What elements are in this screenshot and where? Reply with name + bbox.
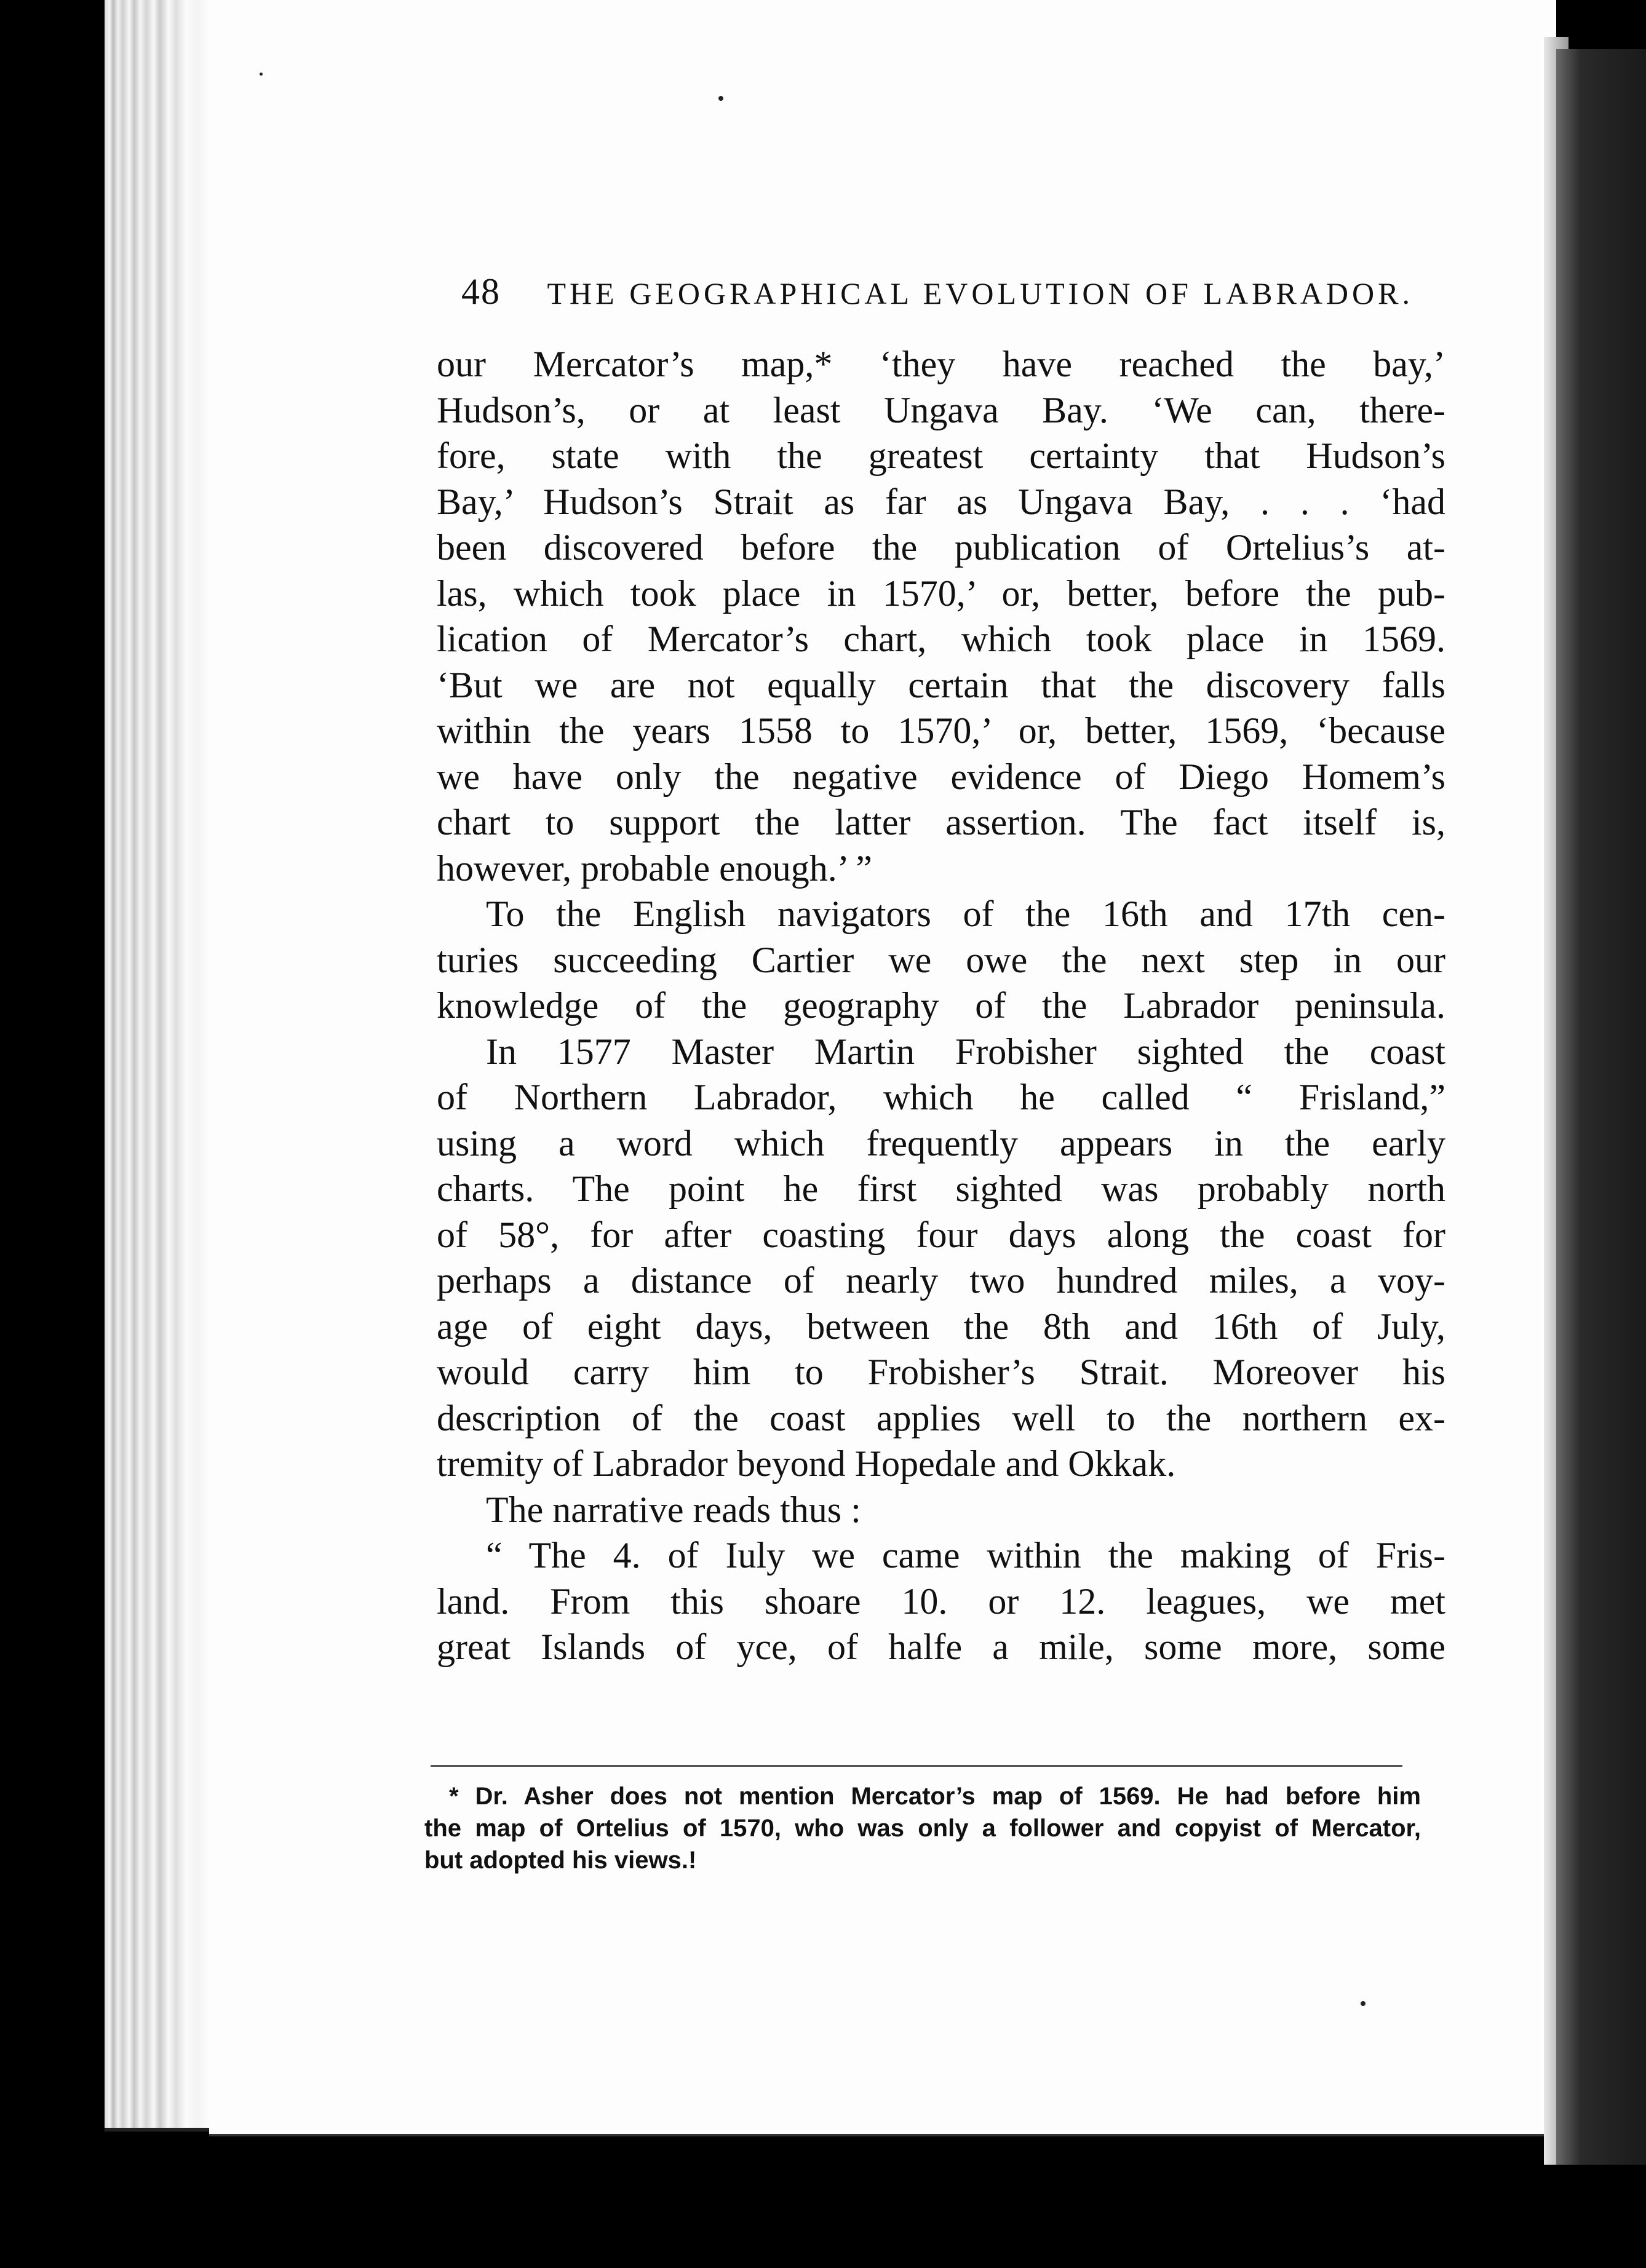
text-line: The narrative reads thus : [486, 1489, 861, 1530]
facing-page-shadow [1556, 49, 1646, 2165]
text-line: however, probable enough.’ ” [437, 847, 872, 889]
text-line: tremity of Labrador beyond Hopedale and Okkak. [437, 1443, 1176, 1484]
text-line: description of the coast applies well to the northern ex- [437, 1397, 1445, 1438]
text-line: land. From this shoare 10. or 12. leagues, we met [437, 1580, 1445, 1622]
text-line: turies succeeding Cartier we owe the next step in our [437, 939, 1445, 980]
text-line: To the English navigators of the 16th and 17th cen- [486, 894, 1445, 934]
text-line: of Northern Labrador, which he called “ Frisland,” [437, 1077, 1445, 1117]
text-line: fore, state with the greatest certainty that Hudson’s [437, 435, 1445, 476]
text-line: ‘But we are not equally certain that the discovery falls [437, 664, 1445, 705]
text-line: Hudson’s, or at least Ungava Bay. ‘We can, there- [437, 389, 1445, 430]
running-title: THE GEOGRAPHICAL EVOLUTION OF LABRADOR. [547, 276, 1413, 311]
footnote-line: but adopted his views.! [424, 1847, 697, 1874]
dust-speck [260, 73, 263, 76]
footnote-line: * Dr. Asher does not mention Mercator’s map of 1569. He had before him [449, 1783, 1421, 1810]
text-line: great Islands of yce, of halfe a mile, some more, some [437, 1627, 1445, 1667]
text-line: charts. The point he first sighted was probably north [437, 1168, 1445, 1209]
footnote [424, 1780, 1421, 1876]
body-text [437, 341, 1445, 1670]
text-line: In 1577 Master Martin Frobisher sighted the coast [486, 1031, 1445, 1072]
text-line: age of eight days, between the 8th and 16th of July, [437, 1306, 1445, 1347]
text-line: been discovered before the publication of Ortelius’s at- [437, 527, 1445, 568]
page-stack-edge [105, 0, 221, 2131]
running-header [461, 271, 1445, 313]
text-line: of 58°, for after coasting four days along the coast for [437, 1214, 1445, 1255]
text-line: “ The 4. of Iuly we came within the making of Fris- [486, 1535, 1445, 1576]
text-line: chart to support the latter assertion. The fact itself is, [437, 802, 1445, 843]
text-line: las, which took place in 1570,’ or, better, before the pub- [437, 573, 1445, 614]
text-line: Bay,’ Hudson’s Strait as far as Ungava Bay, . . . ‘had [437, 481, 1445, 522]
page-number: 48 [461, 271, 501, 312]
footnote-line: the map of Ortelius of 1570, who was only a follower and copyist of Mercator, [424, 1815, 1421, 1842]
text-line: using a word which frequently appears in the early [437, 1122, 1445, 1164]
text-line: knowledge of the geography of the Labrador peninsula. [437, 985, 1445, 1026]
footnote-rule [431, 1765, 1402, 1767]
dust-speck [718, 96, 723, 101]
text-line: would carry him to Frobisher’s Strait. Moreover his [437, 1352, 1445, 1392]
text-line: perhaps a distance of nearly two hundred miles, a voy- [437, 1260, 1445, 1301]
text-line: our Mercator’s map,* ‘they have reached the bay,’ [437, 344, 1445, 384]
text-line: within the years 1558 to 1570,’ or, better, 1569, ‘because [437, 710, 1445, 751]
dust-speck [1361, 2001, 1366, 2006]
text-line: lication of Mercator’s chart, which took place in 1569. [437, 619, 1445, 659]
text-line: we have only the negative evidence of Diego Homem’s [437, 756, 1445, 797]
